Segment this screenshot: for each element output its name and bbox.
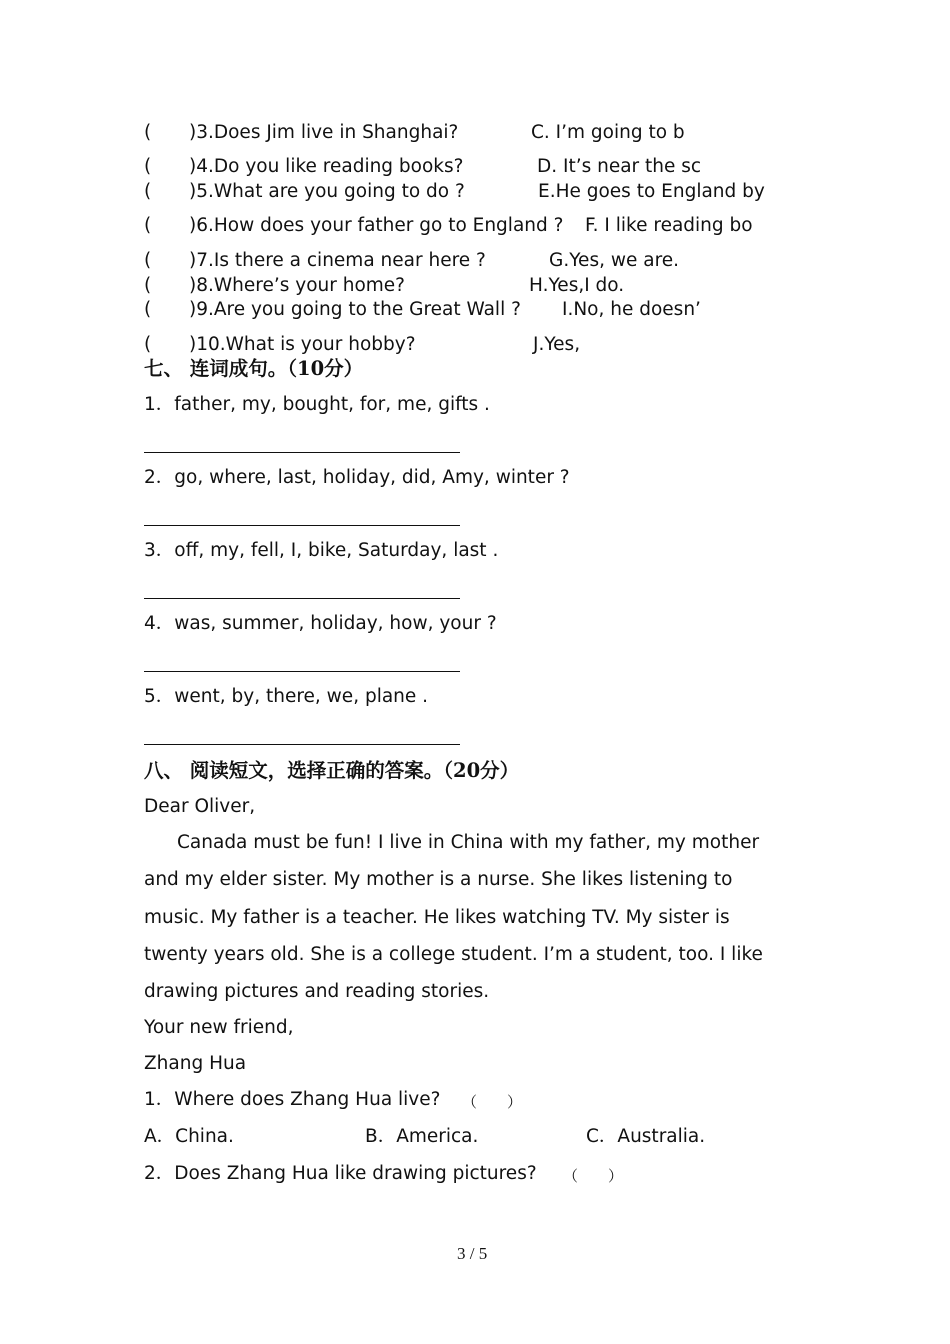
answer-paren: ( — [144, 275, 152, 296]
answer-paren: ( — [144, 122, 152, 143]
option-c[interactable]: C．Australia. — [586, 1126, 706, 1147]
matching-question: )4.Do you like reading books? — [189, 156, 464, 177]
sentence-item: 2．go, where, last, holiday, did, Amy, winter ? — [144, 467, 570, 488]
letter-line: Canada must be fun! I live in China with my father, my mother — [177, 832, 760, 853]
letter-closing: Your new friend, — [144, 1017, 294, 1038]
answer-blank[interactable]: （ ） — [563, 1167, 624, 1185]
matching-question: )7.Is there a cinema near here ? — [189, 250, 486, 271]
matching-answer: H.Yes,I do. — [529, 275, 625, 296]
answer-paren: ( — [144, 334, 152, 355]
matching-answer: I.No, he doesn’ — [562, 299, 701, 320]
sentence-item: 5．went, by, there, we, plane . — [144, 686, 429, 707]
letter-signature: Zhang Hua — [144, 1053, 247, 1074]
letter-line: twenty years old. She is a college student. I’m a student, too. I like — [144, 944, 763, 965]
letter-line: and my elder sister. My mother is a nurse. She likes listening to — [144, 869, 733, 890]
letter-greeting: Dear Oliver, — [144, 796, 256, 817]
matching-question: )5.What are you going to do ? — [189, 181, 465, 202]
answer-blank[interactable]: （ ） — [462, 1093, 523, 1111]
answer-line[interactable] — [144, 525, 460, 526]
answer-line[interactable] — [144, 744, 460, 745]
matching-answer: E.He goes to England by — [538, 181, 765, 202]
answer-paren: ( — [144, 181, 152, 202]
question-text: 1．Where does Zhang Hua live? — [144, 1089, 441, 1110]
answer-paren: ( — [144, 215, 152, 236]
matching-question: )10.What is your hobby? — [189, 334, 416, 355]
matching-question: )8.Where’s your home? — [189, 275, 405, 296]
letter-line: drawing pictures and reading stories. — [144, 981, 490, 1002]
sentence-item: 1．father, my, bought, for, me, gifts . — [144, 394, 490, 415]
question-text: 2．Does Zhang Hua like drawing pictures? — [144, 1163, 537, 1184]
matching-answer: J.Yes, — [533, 334, 581, 355]
matching-question: )9.Are you going to the Great Wall ? — [189, 299, 521, 320]
letter-line: music. My father is a teacher. He likes watching TV. My sister is — [144, 907, 730, 928]
page-number: 3 / 5 — [457, 1244, 488, 1263]
matching-question: )3.Does Jim live in Shanghai? — [189, 122, 459, 143]
matching-answer: F. I like reading bo — [585, 215, 753, 236]
option-b[interactable]: B．America. — [365, 1126, 479, 1147]
sentence-item: 4．was, summer, holiday, how, your ? — [144, 613, 497, 634]
answer-line[interactable] — [144, 598, 460, 599]
matching-answer: D. It’s near the sc — [537, 156, 702, 177]
option-a[interactable]: A．China. — [144, 1126, 234, 1147]
answer-paren: ( — [144, 299, 152, 320]
answer-line[interactable] — [144, 671, 460, 672]
answer-line[interactable] — [144, 452, 460, 453]
section-7-title: 七、 连词成句。（10分） — [144, 357, 364, 380]
matching-answer: G.Yes, we are. — [549, 250, 680, 271]
matching-question: )6.How does your father go to England ? — [189, 215, 564, 236]
section-8-title: 八、 阅读短文，选择正确的答案。（20分） — [144, 759, 520, 782]
answer-paren: ( — [144, 250, 152, 271]
answer-paren: ( — [144, 156, 152, 177]
sentence-item: 3．off, my, fell, I, bike, Saturday, last . — [144, 540, 499, 561]
matching-answer: C. I’m going to b — [531, 122, 685, 143]
